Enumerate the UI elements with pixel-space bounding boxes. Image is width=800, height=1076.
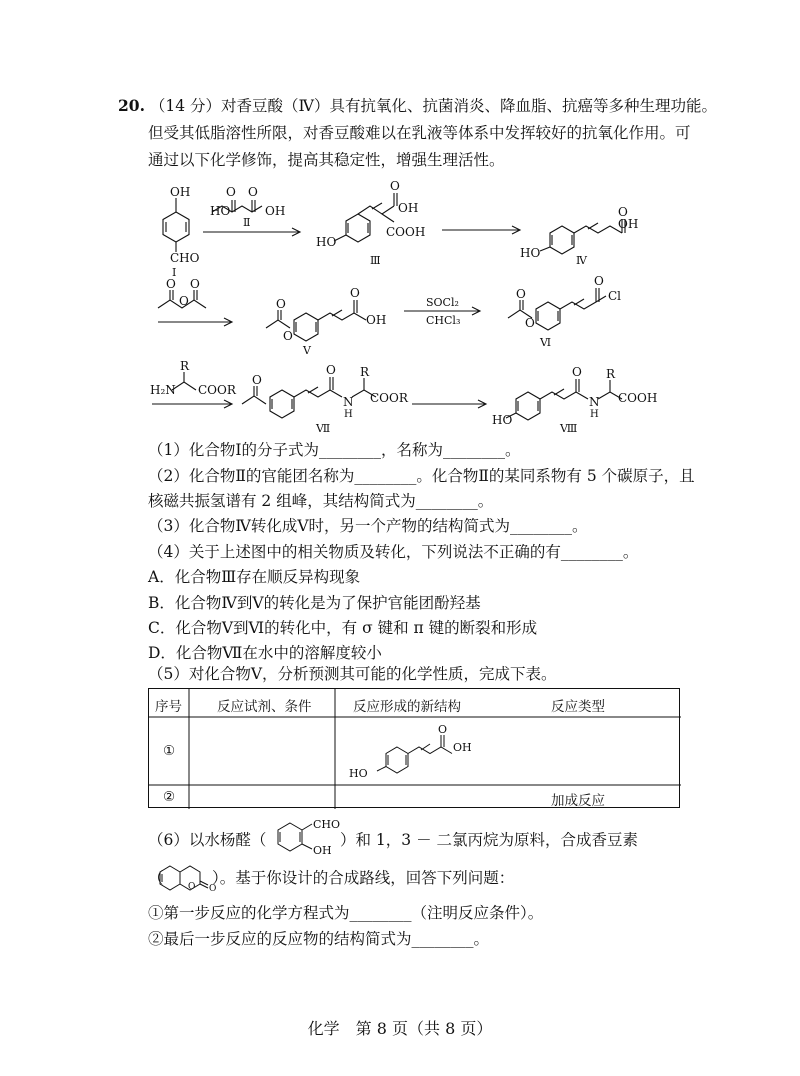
sub-question-3: （3）化合物Ⅳ转化成Ⅴ时，另一个产物的结构简式为________。 (148, 517, 588, 535)
label-compound-6: Ⅵ (540, 336, 552, 349)
atom-h: H (590, 409, 599, 420)
arrow-6 (412, 400, 486, 408)
table-header-index: 序号 (155, 699, 182, 715)
atom-oh: OH (313, 844, 332, 857)
option-a: A．化合物Ⅲ存在顺反异构现象 (148, 568, 361, 586)
label-compound-3: Ⅲ (370, 254, 381, 267)
atom-cooh: COOH (618, 391, 658, 405)
q6-line-1b: ）和 1，3 － 二氯丙烷为原料，合成香豆素 (340, 831, 639, 849)
sub-question-5: （5）对化合物Ⅴ，分析预测其可能的化学性质，完成下表。 (148, 665, 557, 683)
sub-question-1: （1）化合物Ⅰ的分子式为________，名称为________。 (148, 441, 521, 459)
option-b: B．化合物Ⅳ到Ⅴ的转化是为了保护官能团酚羟基 (148, 594, 481, 612)
atom-o: O (516, 287, 526, 301)
table-atom-ho: HO (349, 767, 368, 780)
atom-cho: CHO (313, 818, 341, 831)
atom-ho: HO (520, 246, 541, 260)
atom-o: O (188, 882, 196, 892)
atom-ho: HO (492, 413, 513, 427)
salicylaldehyde-structure (270, 814, 350, 860)
reagent-chcl3: CHCl₃ (426, 314, 461, 327)
table-header-structure: 反应形成的新结构 (353, 699, 461, 715)
atom-cooh: COOH (386, 225, 426, 239)
option-d: D．化合物Ⅶ在水中的溶解度较小 (148, 644, 382, 662)
atom-coor: COOR (370, 391, 408, 405)
coumarin-structure (158, 862, 218, 892)
sub-question-2: （2）化合物Ⅱ的官能团名称为________。化合物Ⅱ的某同系物有 5 个碳原子，且 (148, 467, 695, 485)
atom-oh: OH (366, 313, 387, 327)
question-number: 20. (118, 96, 145, 115)
atom-cho: CHO (170, 251, 200, 265)
atom-o: O (618, 205, 628, 219)
reaction-scheme (0, 0, 800, 440)
atom-h: H (344, 409, 353, 420)
q6-line-1a: （6）以水杨醛（ (148, 831, 267, 849)
label-compound-7: Ⅶ (316, 422, 331, 435)
label-compound-2: Ⅱ (243, 216, 251, 229)
table-row-2-type: 加成反应 (551, 793, 605, 809)
atom-o: O (594, 274, 604, 288)
atom-n: N (343, 395, 354, 409)
atom-oh: OH (170, 185, 191, 199)
answer-table (148, 688, 680, 808)
atom-o: O (252, 373, 262, 387)
atom-h2n: H₂N (150, 383, 176, 397)
table-row-1-index: ① (163, 743, 176, 759)
atom-oh: OH (398, 201, 419, 215)
q6-line-2b: ）。基于你设计的合成路线，回答下列问题： (212, 869, 515, 887)
atom-o: O (166, 277, 176, 291)
atom-coor: COOR (198, 383, 236, 397)
atom-o: O (525, 316, 535, 330)
atom-r: R (360, 365, 370, 379)
compound-8-structure (506, 379, 622, 420)
q6-line-2a: （ (148, 869, 164, 887)
table-header-reagent: 反应试剂、条件 (217, 699, 312, 715)
sub-question-2-cont: 核磁共振氢谱有 2 组峰，其结构简式为________。 (148, 492, 494, 510)
arrow-2 (442, 226, 520, 234)
label-compound-5: Ⅴ (303, 344, 311, 357)
compound-7-structure (242, 377, 376, 418)
label-compound-4: Ⅳ (576, 254, 587, 267)
atom-o: O (179, 294, 189, 308)
atom-o: O (350, 286, 360, 300)
atom-cl: Cl (608, 289, 622, 303)
atom-ho: HO (210, 204, 231, 218)
atom-n: N (589, 395, 600, 409)
intro-text-1: （14 分）对香豆酸（Ⅳ）具有抗氧化、抗菌消炎、降血脂、抗癌等多种生理功能。 (149, 97, 718, 115)
sub-question-4: （4）关于上述图中的相关物质及转化，下列说法不正确的有________。 (148, 543, 639, 561)
compound-1-structure (163, 198, 189, 252)
atom-o: O (209, 884, 217, 892)
atom-oh: OH (265, 204, 286, 218)
atom-o: O (248, 185, 258, 199)
atom-ho: HO (316, 235, 337, 249)
atom-o: O (190, 277, 200, 291)
table-structure-v (377, 735, 452, 773)
arrow-3 (158, 290, 232, 326)
compound-4-structure (540, 219, 625, 254)
atom-o: O (283, 329, 293, 343)
atom-o: O (326, 363, 336, 377)
table-atom-o: O (438, 723, 448, 736)
atom-o: O (390, 179, 400, 193)
atom-o: O (572, 365, 582, 379)
question-intro-line-3: 通过以下化学修饰，提高其稳定性，增强生理活性。 (148, 151, 505, 169)
label-compound-1: Ⅰ (172, 266, 177, 279)
atom-o: O (226, 185, 236, 199)
atom-r: R (180, 359, 190, 373)
table-atom-oh: OH (453, 741, 472, 754)
atom-r: R (606, 367, 616, 381)
question-intro-line-2: 但受其低脂溶性所限，对香豆酸难以在乳液等体系中发挥较好的抗氧化作用。可 (148, 124, 691, 142)
table-header-type: 反应类型 (551, 699, 605, 715)
q6-line-3: ①第一步反应的化学方程式为________（注明反应条件）。 (148, 904, 544, 922)
atom-o: O (276, 297, 286, 311)
reagent-socl2: SOCl₂ (426, 296, 459, 309)
q6-line-4: ②最后一步反应的反应物的结构简式为________。 (148, 930, 490, 948)
page-footer: 化学 第 8 页（共 8 页） (307, 1019, 493, 1038)
atom-oh: OH (618, 217, 639, 231)
label-compound-8: Ⅷ (560, 422, 578, 435)
table-row-2-index: ② (163, 789, 176, 805)
option-c: C．化合物Ⅴ到Ⅵ的转化中，有 σ 键和 π 键的断裂和形成 (148, 619, 538, 637)
